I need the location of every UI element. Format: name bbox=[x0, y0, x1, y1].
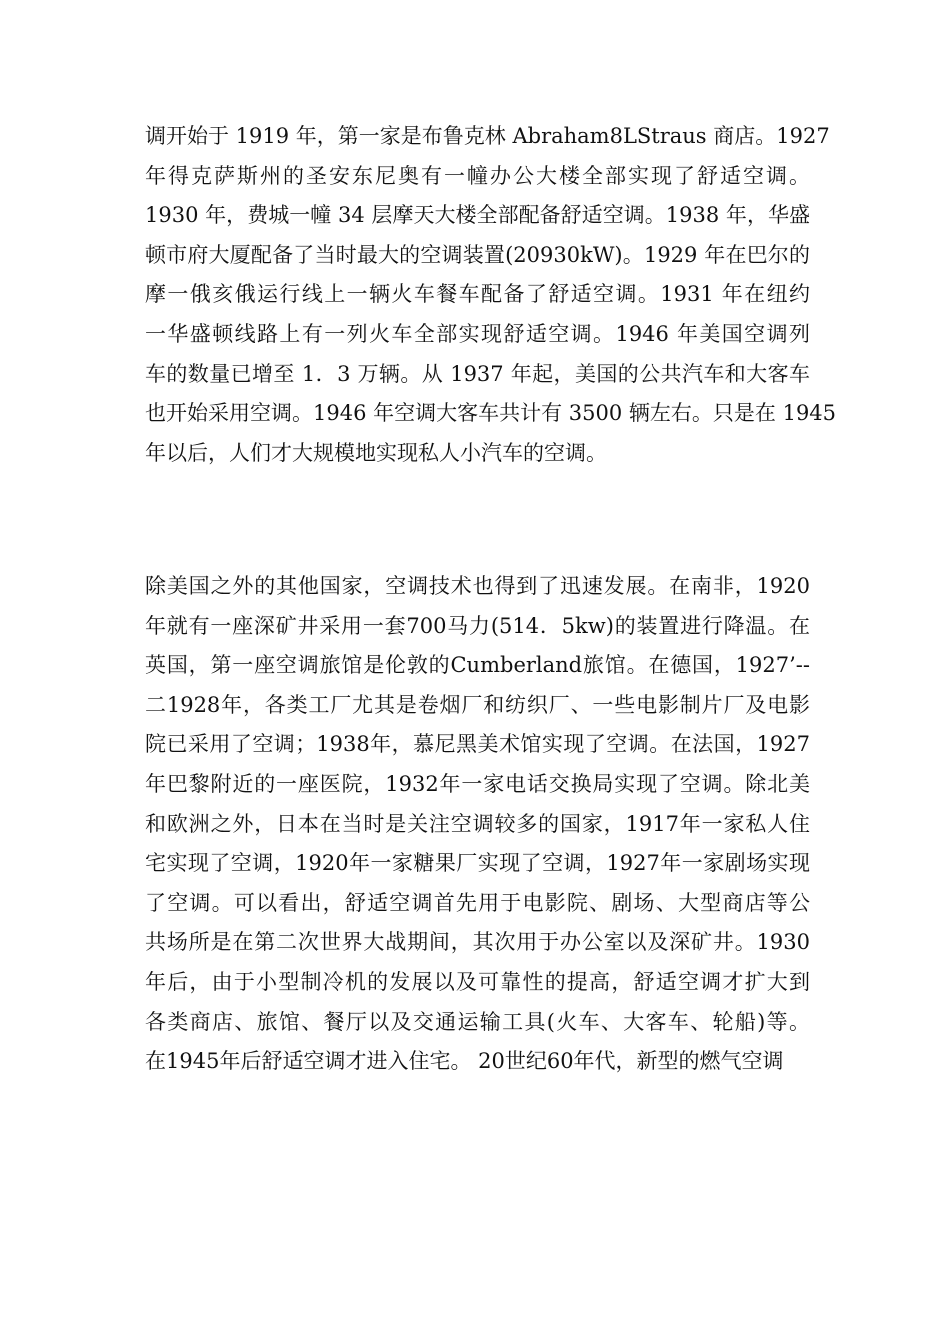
text-line: 各类商店、旅馆、餐厅以及交通运输工具(火车、大客车、轮船)等。 bbox=[145, 1009, 810, 1034]
text-line: 宅实现了空调，1920年一家糖果厂实现了空调，1927年一家剧场实现 bbox=[145, 851, 810, 876]
text-line: 1930 年，费城一幢 34 层摩天大楼全部配备舒适空调。1938 年，华盛 bbox=[145, 203, 810, 228]
text-line: 年后，由于小型制冷机的发展以及可靠性的提高，舒适空调才扩大到 bbox=[145, 969, 810, 994]
text-line: 一华盛顿线路上有一列火车全部实现舒适空调。1946 年美国空调列 bbox=[145, 321, 810, 346]
text-line: 年得克萨斯州的圣安东尼奥有一幢办公大楼全部实现了舒适空调。 bbox=[145, 163, 810, 188]
text-line: 年以后，人们才大规模地实现私人小汽车的空调。 bbox=[145, 440, 607, 465]
text-line: 英国，第一座空调旅馆是伦敦的Cumberland旅馆。在德国，1927’-- bbox=[145, 653, 810, 678]
text-line: 了空调。可以看出，舒适空调首先用于电影院、剧场、大型商店等公 bbox=[145, 890, 810, 915]
text-line: 摩一俄亥俄运行线上一辆火车餐车配备了舒适空调。1931 年在纽约 bbox=[145, 282, 810, 307]
text-line: 车的数量已增至 1．3 万辆。从 1937 年起，美国的公共汽车和大客车 bbox=[145, 361, 810, 386]
text-line: 年就有一座深矿井采用一套700马力(514．5kw)的装置进行降温。在 bbox=[145, 613, 810, 638]
text-line: 二1928年，各类工厂尤其是卷烟厂和纺织厂、一些电影制片厂及电影 bbox=[145, 692, 810, 717]
text-line: 也开始采用空调。1946 年空调大客车共计有 3500 辆左右。只是在 1945 bbox=[145, 401, 837, 426]
text-line: 院已采用了空调；1938年，慕尼黑美术馆实现了空调。在法国，1927 bbox=[145, 732, 810, 757]
paragraph-2 bbox=[145, 567, 810, 1082]
text-line: 调开始于 1919 年，第一家是布鲁克林 Abraham8LStraus 商店。1927 bbox=[145, 124, 830, 148]
paragraph-1 bbox=[145, 117, 837, 473]
text-line: 年巴黎附近的一座医院，1932年一家电话交换局实现了空调。除北美 bbox=[145, 771, 810, 796]
text-line: 共场所是在第二次世界大战期间，其次用于办公室以及深矿井。1930 bbox=[145, 930, 810, 955]
text-line: 除美国之外的其他国家，空调技术也得到了迅速发展。在南非，1920 bbox=[145, 574, 810, 598]
text-line: 顿市府大厦配备了当时最大的空调装置(20930kW)。1929 年在巴尔的 bbox=[145, 242, 810, 267]
text-line: 和欧洲之外，日本在当时是关注空调较多的国家，1917年一家私人住 bbox=[145, 811, 810, 836]
text-line: 在1945年后舒适空调才进入住宅。 20世纪60年代，新型的燃气空调 bbox=[145, 1049, 784, 1074]
